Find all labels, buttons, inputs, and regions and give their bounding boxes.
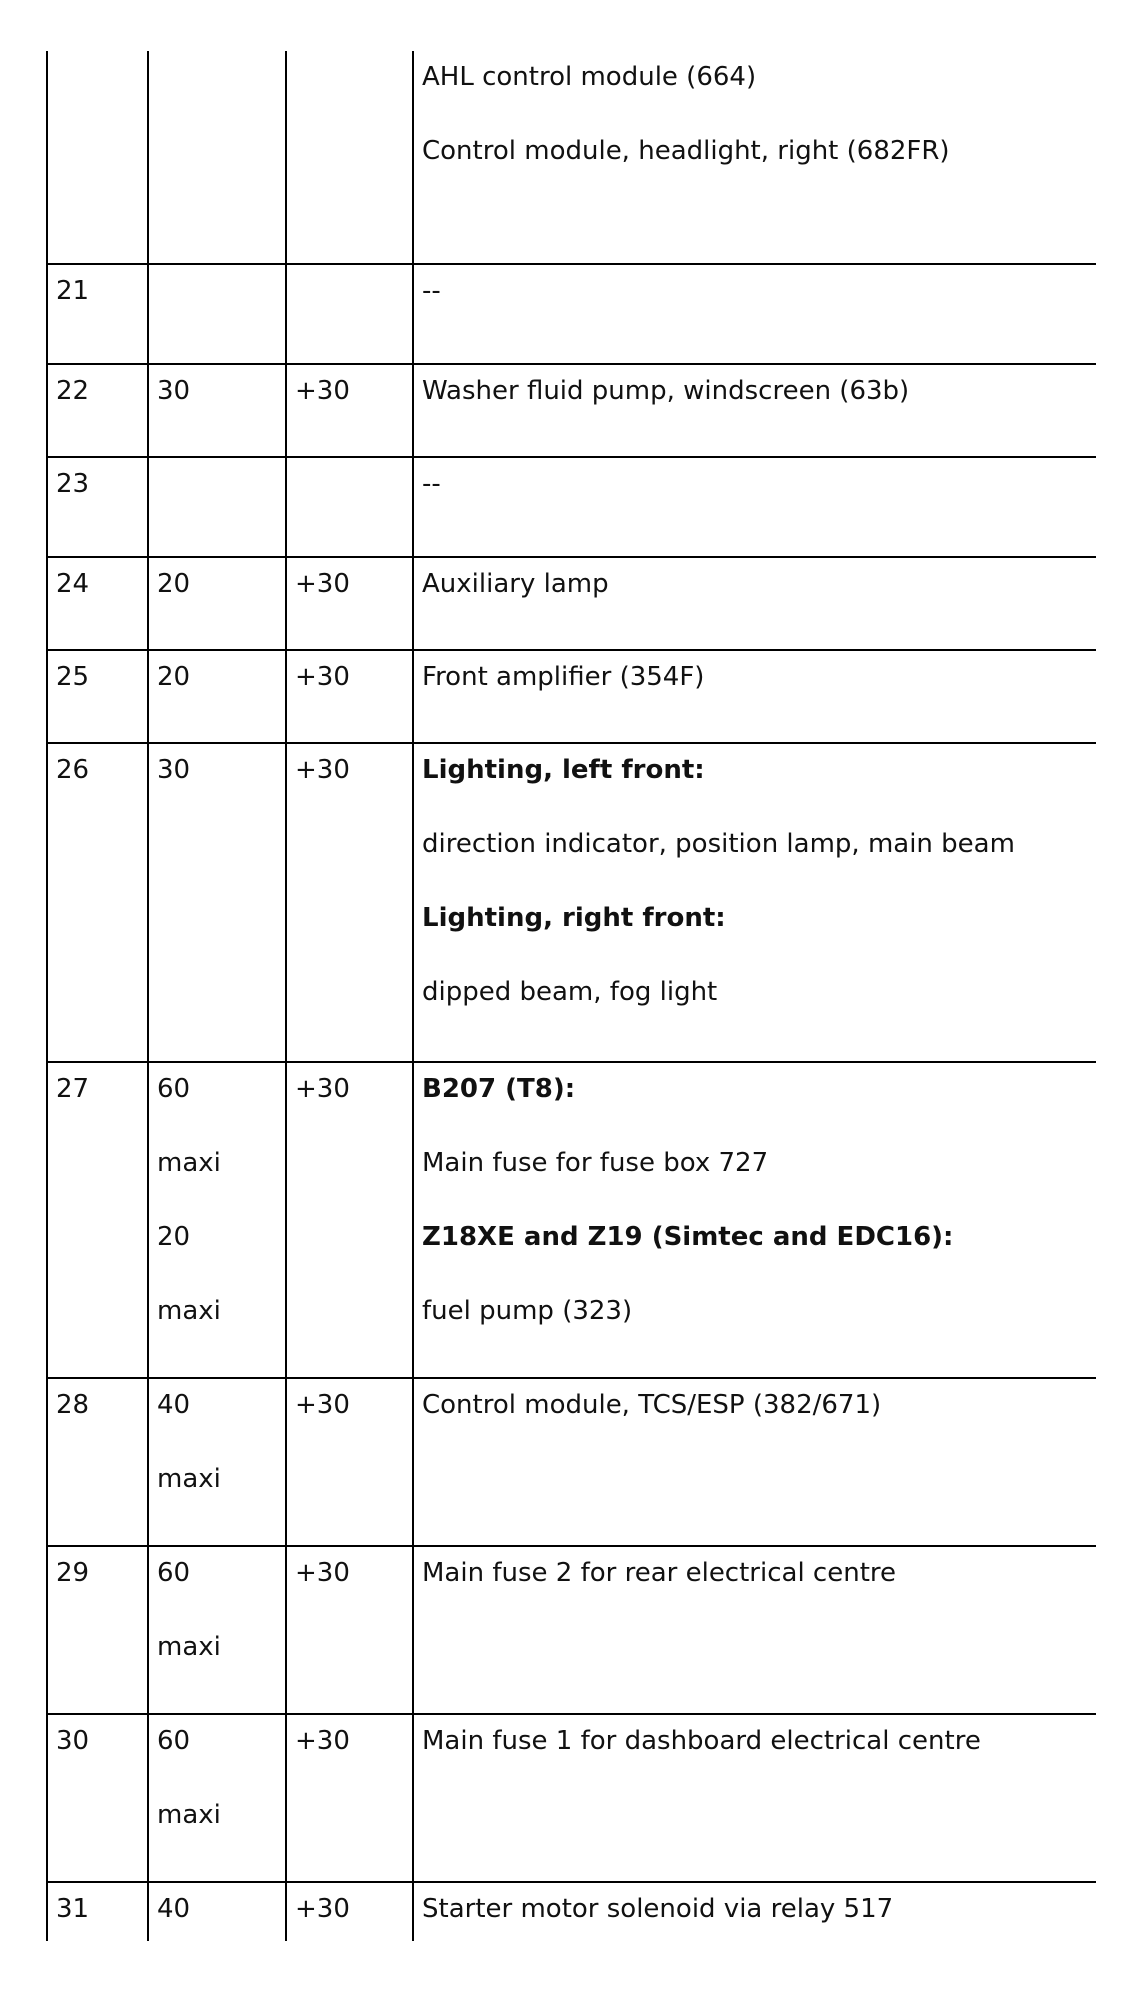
circuit-terminal: +30 [295, 1726, 350, 1756]
circuit-cell [286, 1378, 413, 1546]
fuse-rating: 40 [157, 1390, 191, 1420]
fuse-rating: 30 [157, 755, 191, 785]
table-row [47, 1714, 1096, 1882]
description-cell [413, 1546, 1096, 1714]
fuse-number-cell [47, 364, 148, 457]
circuit-cell [286, 1546, 413, 1714]
fuse-rating-cell [148, 51, 286, 264]
table-row [47, 1882, 1096, 1941]
circuit-cell [286, 51, 413, 264]
fuse-rating: maxi [157, 1464, 221, 1494]
fuse-number-cell [47, 1714, 148, 1882]
fuse-rating-cell [148, 650, 286, 743]
fuse-number-cell [47, 650, 148, 743]
table-row [47, 1378, 1096, 1546]
circuit-cell [286, 1714, 413, 1882]
table-row [47, 364, 1096, 457]
circuit-cell [286, 557, 413, 650]
description-cell [413, 1378, 1096, 1546]
fuse-rating: 40 [157, 1894, 191, 1924]
fuse-number-cell [47, 1882, 148, 1941]
fuse-table-page [46, 51, 1096, 1941]
table-row [47, 457, 1096, 557]
fuse-rating: 20 [157, 662, 191, 692]
fuse-rating: 60 [157, 1558, 191, 1588]
fuse-number: 31 [56, 1894, 90, 1924]
description-text: dipped beam, fog light [422, 977, 718, 1007]
description-cell [413, 743, 1096, 1062]
table-row [47, 1062, 1096, 1378]
description-text: Front amplifier (354F) [422, 662, 705, 692]
table-row [47, 743, 1096, 1062]
description-text: Washer fluid pump, windscreen (63b) [422, 376, 910, 406]
description-cell [413, 650, 1096, 743]
circuit-cell [286, 457, 413, 557]
description-cell [413, 264, 1096, 364]
fuse-rating: maxi [157, 1148, 221, 1178]
fuse-number: 24 [56, 569, 90, 599]
fuse-rating-cell [148, 457, 286, 557]
description-text: Control module, headlight, right (682FR) [422, 136, 950, 166]
fuse-number: 27 [56, 1074, 90, 1104]
circuit-cell [286, 1882, 413, 1941]
fuse-number-cell [47, 743, 148, 1062]
description-cell [413, 1062, 1096, 1378]
description-cell [413, 557, 1096, 650]
fuse-rating: maxi [157, 1632, 221, 1662]
table-row [47, 650, 1096, 743]
fuse-rating-cell [148, 743, 286, 1062]
fuse-number: 30 [56, 1726, 90, 1756]
fuse-rating-cell [148, 1062, 286, 1378]
description-text: Main fuse for fuse box 727 [422, 1148, 769, 1178]
fuse-rating: maxi [157, 1800, 221, 1830]
fuse-rating: 60 [157, 1074, 191, 1104]
description-cell [413, 1882, 1096, 1941]
description-text: -- [422, 469, 441, 499]
circuit-terminal: +30 [295, 569, 350, 599]
circuit-terminal: +30 [295, 1894, 350, 1924]
circuit-terminal: +30 [295, 755, 350, 785]
description-heading: Lighting, right front: [422, 903, 726, 933]
fuse-rating: 20 [157, 1222, 191, 1252]
circuit-terminal: +30 [295, 1390, 350, 1420]
table-row [47, 557, 1096, 650]
description-text: Main fuse 2 for rear electrical centre [422, 1558, 897, 1588]
fuse-rating-cell [148, 1546, 286, 1714]
fuse-rating: 20 [157, 569, 191, 599]
table-row [47, 1546, 1096, 1714]
table-row [47, 51, 1096, 264]
table-row [47, 264, 1096, 364]
circuit-cell [286, 264, 413, 364]
fuse-rating-cell [148, 364, 286, 457]
fuse-rating-cell [148, 557, 286, 650]
fuse-number: 29 [56, 1558, 90, 1588]
description-heading: Lighting, left front: [422, 755, 705, 785]
circuit-cell [286, 1062, 413, 1378]
circuit-cell [286, 364, 413, 457]
fuse-number-cell [47, 457, 148, 557]
fuse-rating: 60 [157, 1726, 191, 1756]
description-cell [413, 457, 1096, 557]
description-cell [413, 364, 1096, 457]
description-text: Main fuse 1 for dashboard electrical centre [422, 1726, 981, 1756]
fuse-number-cell [47, 557, 148, 650]
fuse-rating-cell [148, 264, 286, 364]
fuse-number: 28 [56, 1390, 90, 1420]
circuit-terminal: +30 [295, 662, 350, 692]
fuse-rating: maxi [157, 1296, 221, 1326]
circuit-terminal: +30 [295, 1558, 350, 1588]
fuse-number-cell [47, 51, 148, 264]
fuse-rating-cell [148, 1378, 286, 1546]
description-text: Control module, TCS/ESP (382/671) [422, 1390, 882, 1420]
fuse-number: 25 [56, 662, 90, 692]
circuit-cell [286, 743, 413, 1062]
fuse-number-cell [47, 1062, 148, 1378]
description-text: AHL control module (664) [422, 62, 757, 92]
description-heading: B207 (T8): [422, 1074, 576, 1104]
fuse-rating-cell [148, 1714, 286, 1882]
fuse-number: 22 [56, 376, 90, 406]
description-heading: Z18XE and Z19 (Simtec and EDC16): [422, 1222, 954, 1252]
fuse-rating: 30 [157, 376, 191, 406]
description-cell [413, 1714, 1096, 1882]
description-text: Auxiliary lamp [422, 569, 609, 599]
circuit-terminal: +30 [295, 1074, 350, 1104]
fuse-rating-cell [148, 1882, 286, 1941]
fuse-number: 26 [56, 755, 90, 785]
circuit-cell [286, 650, 413, 743]
description-cell [413, 51, 1096, 264]
description-text: direction indicator, position lamp, main beam [422, 829, 1015, 859]
circuit-terminal: +30 [295, 376, 350, 406]
fuse-number: 23 [56, 469, 90, 499]
description-text: -- [422, 276, 441, 306]
fuse-number-cell [47, 1378, 148, 1546]
fuse-number-cell [47, 264, 148, 364]
fuse-table [46, 51, 1096, 1941]
fuse-table-body [47, 51, 1096, 1941]
fuse-number: 21 [56, 276, 90, 306]
description-text: fuel pump (323) [422, 1296, 633, 1326]
fuse-number-cell [47, 1546, 148, 1714]
description-text: Starter motor solenoid via relay 517 [422, 1894, 894, 1924]
